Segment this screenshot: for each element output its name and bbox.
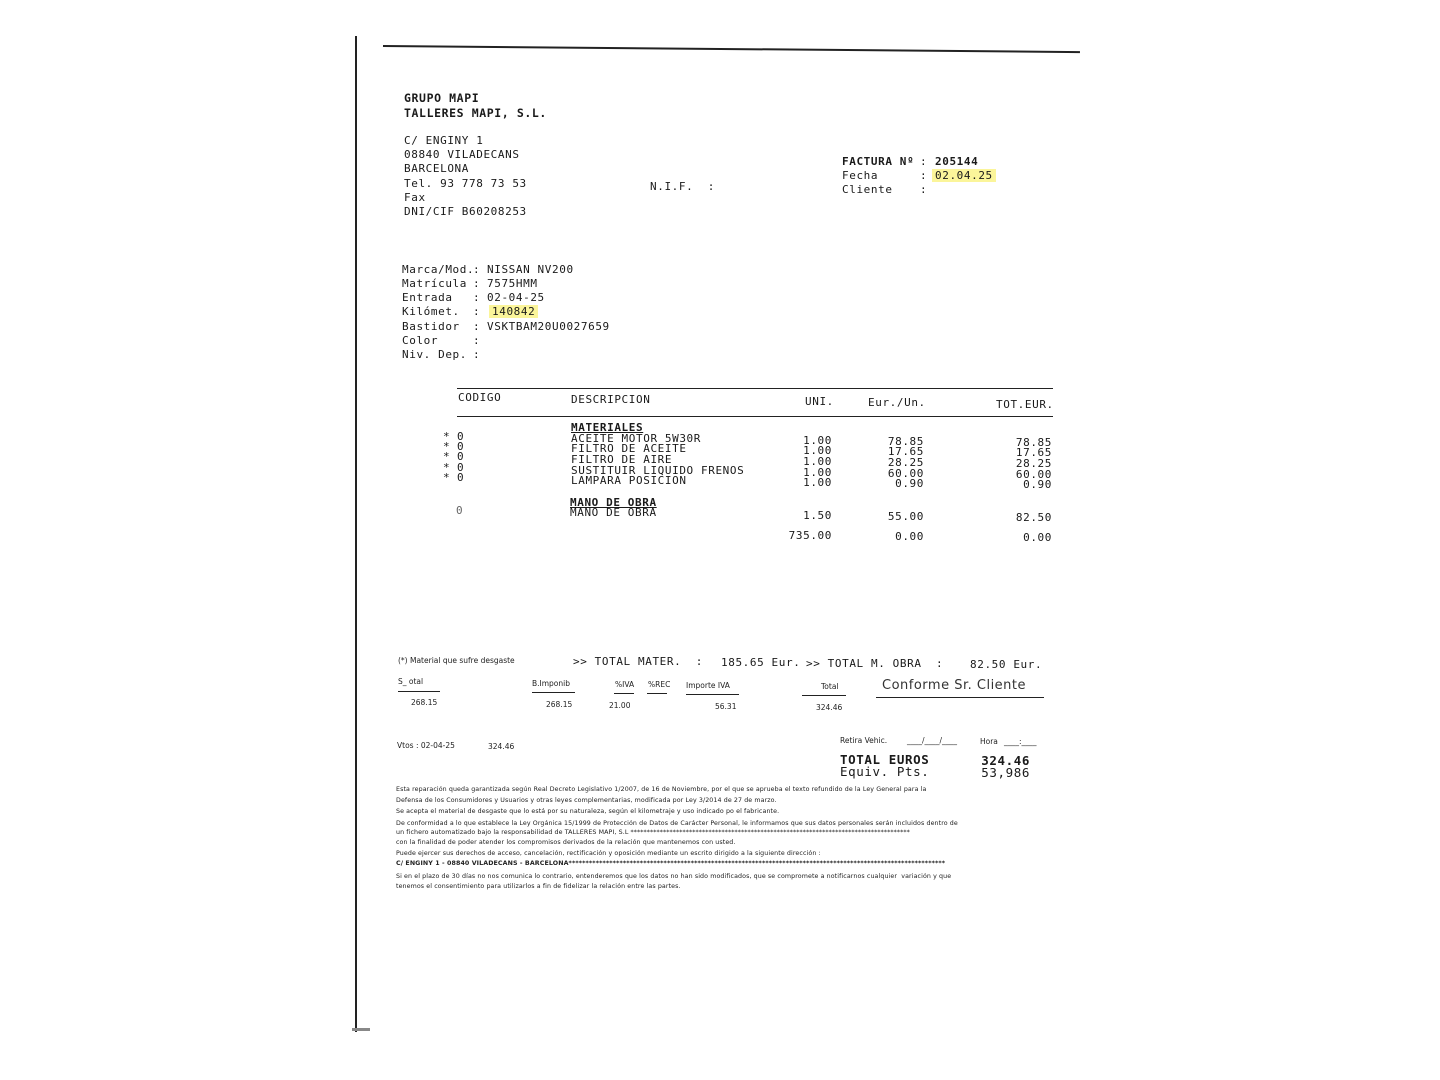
vehicle-label-matricula: Matrícula xyxy=(402,277,468,290)
vtos-amount: 324.46 xyxy=(488,742,515,751)
vehicle-label-entrada: Entrada xyxy=(402,291,453,304)
row-desc: LAMPARA POSICION xyxy=(571,474,687,487)
equiv-pts-value: 53,986 xyxy=(981,765,1030,780)
row-total: 0.90 xyxy=(1023,478,1052,491)
factura-colon: : xyxy=(920,155,928,168)
top-rule xyxy=(383,45,1080,53)
vehicle-label-niv-dep: Niv. Dep. xyxy=(402,348,468,361)
company-city: 08840 VILADECANS xyxy=(404,148,520,161)
company-province: BARCELONA xyxy=(404,162,470,175)
fecha-colon: : xyxy=(920,169,928,182)
vehicle-colon: : xyxy=(473,348,481,361)
row-desc: MANO DE OBRA xyxy=(570,506,657,519)
company-tel: Tel. 93 778 73 53 xyxy=(404,177,527,190)
scan-bottom-mark xyxy=(352,1028,370,1031)
summary-rule xyxy=(802,695,846,696)
vtos-label: Vtos : 02-04-25 xyxy=(397,741,455,750)
vehicle-colon: : xyxy=(473,291,481,304)
row-uni: 1.50 xyxy=(803,509,832,522)
legal-line: Se acepta el material de desgaste que lo está por su naturaleza, según el kilometraje y uso indicado po el fabricante. xyxy=(396,808,780,815)
vehicle-label-color: Color xyxy=(402,334,439,347)
vehicle-label-marca: Marca/Mod. xyxy=(402,263,475,276)
row-price: 17.65 xyxy=(887,445,924,458)
col-header-uni: UNI. xyxy=(805,395,834,408)
vehicle-value-bastidor: VSKTBAM20U0027659 xyxy=(487,320,610,333)
total-obra-label: >> TOTAL M. OBRA : xyxy=(806,657,944,670)
col-header-eur-un: Eur./Un. xyxy=(868,396,926,409)
hora-label: Hora xyxy=(980,737,998,746)
row-desc: FILTRO DE ACEITE xyxy=(571,442,687,455)
vehicle-label-bastidor: Bastidor xyxy=(402,320,460,333)
vehicle-colon: : xyxy=(473,277,481,290)
summary-header-rec: %REC xyxy=(648,680,671,689)
row-code: 0 xyxy=(457,440,465,453)
row-mark: * xyxy=(443,471,451,484)
vehicle-value-kilomet: 140842 xyxy=(489,305,538,318)
total-euros-label: TOTAL EUROS xyxy=(840,752,930,767)
row-price: 55.00 xyxy=(887,510,924,523)
row-price: 78.85 xyxy=(887,435,924,448)
legal-line: con la finalidad de poder atender los compromisos derivados de la relación que mantenemos con usted. xyxy=(396,839,736,846)
equiv-pts-label: Equiv. Pts. xyxy=(840,764,930,779)
row-total: 28.25 xyxy=(1015,457,1052,470)
summary-rule xyxy=(398,691,440,692)
row-price: 0.00 xyxy=(895,530,924,543)
vehicle-label-kilomet: Kilómet. xyxy=(402,305,460,318)
row-price: 60.00 xyxy=(887,467,924,480)
summary-value-importe-iva: 56.31 xyxy=(715,702,737,711)
conforme-cliente: Conforme Sr. Cliente xyxy=(882,678,1027,693)
row-mark: * xyxy=(443,430,451,443)
table-top-rule xyxy=(457,388,1053,389)
row-total: 82.50 xyxy=(1015,511,1052,524)
row-code: 0 xyxy=(456,504,464,517)
retira-label: Retira Vehic. xyxy=(840,736,888,745)
col-header-codigo: CODIGO xyxy=(458,391,502,404)
company-address: C/ ENGINY 1 xyxy=(404,134,484,147)
scan-left-edge xyxy=(355,36,357,1032)
desgaste-note: (*) Material que sufre desgaste xyxy=(398,656,515,665)
retira-date: ____/____/____ xyxy=(907,736,958,745)
legal-line: Defensa de los Consumidores y Usuarios y otras leyes complementarias, modificada por Ley 3/2014 de 27 de marzo. xyxy=(396,797,777,804)
vehicle-value-matricula: 7575HMM xyxy=(487,277,538,290)
row-desc: SUSTITUIR LIQUIDO FRENOS xyxy=(571,464,745,477)
vehicle-value-marca: NISSAN NV200 xyxy=(487,263,574,276)
summary-header-importe-iva: Importe IVA xyxy=(686,681,730,690)
vehicle-value-entrada: 02-04-25 xyxy=(487,291,545,304)
legal-line: Puede ejercer sus derechos de acceso, cancelación, rectificación y oposición mediante un escrito dirigido a la siguiente dirección : xyxy=(396,850,821,857)
row-price: 28.25 xyxy=(887,456,924,469)
row-code: 0 xyxy=(457,461,465,474)
legal-line: un fichero automatizado bajo la responsabilidad de TALLERES MAPI, S.L ************************************************************************************** xyxy=(396,829,910,836)
vehicle-colon: : xyxy=(473,305,481,318)
summary-header-subtotal: S_ otal xyxy=(398,677,424,686)
summary-rule xyxy=(686,694,739,695)
section-title-materiales: MATERIALES xyxy=(571,421,644,434)
row-uni: 1.00 xyxy=(803,434,832,447)
vehicle-colon: : xyxy=(473,320,481,333)
factura-label: FACTURA Nº xyxy=(842,155,915,168)
legal-line: Esta reparación queda garantizada según Real Decreto Legislativo 1/2007, de 16 de Noviembre, por el que se aprueba el texto refundido de la Ley General para la xyxy=(396,786,927,793)
row-desc: FILTRO DE AIRE xyxy=(571,453,673,466)
summary-rule xyxy=(647,693,667,694)
row-code: 0 xyxy=(457,430,465,443)
total-obra-value: 82.50 Eur. xyxy=(970,658,1043,671)
summary-header-iva: %IVA xyxy=(615,680,635,689)
col-header-descripcion: DESCRIPCION xyxy=(571,393,651,406)
cliente-colon: : xyxy=(920,183,928,196)
legal-line: Si en el plazo de 30 días no nos comunica lo contrario, entenderemos que los datos no han sido modificados, que se compromete a notificarnos cualquier variación y que xyxy=(396,873,952,880)
summary-rule xyxy=(532,692,575,693)
summary-value-iva: 21.00 xyxy=(609,701,631,710)
legal-line: tenemos el consentimiento para utilizarlos a fin de fidelizar la relación entre las partes. xyxy=(396,883,681,890)
conforme-rule xyxy=(876,697,1044,698)
summary-value-b-imponib: 268.15 xyxy=(546,700,573,709)
row-price: 0.90 xyxy=(895,477,924,490)
summary-value-total: 324.46 xyxy=(816,703,843,712)
row-mark: * xyxy=(443,450,451,463)
row-uni: 1.00 xyxy=(803,476,832,489)
vehicle-colon: : xyxy=(473,263,481,276)
total-mater-value: 185.65 Eur. xyxy=(721,656,801,669)
row-uni: 1.00 xyxy=(803,444,832,457)
company-group: GRUPO MAPI xyxy=(404,91,480,105)
summary-header-b-imponib: B.Imponib xyxy=(532,679,570,688)
table-header-rule xyxy=(457,416,1053,417)
fecha-label: Fecha xyxy=(842,169,879,182)
total-euros-value: 324.46 xyxy=(981,753,1030,768)
company-name: TALLERES MAPI, S.L. xyxy=(404,106,547,120)
cliente-label: Cliente xyxy=(842,183,893,196)
hora-value: ____:____ xyxy=(1004,737,1037,746)
row-total: 17.65 xyxy=(1015,446,1052,459)
vehicle-colon: : xyxy=(473,334,481,347)
factura-number: 205144 xyxy=(935,155,979,168)
row-mark: * xyxy=(443,440,451,453)
legal-line: De conformidad a lo que establece la Ley Orgánica 15/1999 de Protección de Datos de Carácter Personal, le informamos que sus datos personales serán incluidos dentro de xyxy=(396,820,958,827)
row-total: 78.85 xyxy=(1015,436,1052,449)
row-code: 0 xyxy=(457,450,465,463)
section-title-mano-de-obra: MANO DE OBRA xyxy=(570,496,657,509)
row-code: 0 xyxy=(457,471,465,484)
nif-label: N.I.F. : xyxy=(650,180,716,193)
row-desc: ACEITE MOTOR 5W30R xyxy=(571,432,702,445)
company-cif: DNI/CIF B60208253 xyxy=(404,205,527,218)
summary-value-subtotal: 268.15 xyxy=(411,698,438,707)
row-uni: 1.00 xyxy=(803,466,832,479)
row-uni: 735.00 xyxy=(788,529,832,542)
fecha-value: 02.04.25 xyxy=(932,169,996,182)
legal-line: C/ ENGINY 1 - 08840 VILADECANS - BARCELONA*************************************************************************************************************** xyxy=(396,860,946,867)
row-total: 60.00 xyxy=(1015,468,1052,481)
row-uni: 1.00 xyxy=(803,455,832,468)
total-mater-label: >> TOTAL MATER. : xyxy=(573,655,704,668)
summary-rule xyxy=(614,693,634,694)
row-mark: * xyxy=(443,461,451,474)
summary-header-total: Total xyxy=(821,682,839,691)
row-total: 0.00 xyxy=(1023,531,1052,544)
col-header-tot-eur: TOT.EUR. xyxy=(996,398,1054,411)
company-fax: Fax xyxy=(404,191,426,204)
